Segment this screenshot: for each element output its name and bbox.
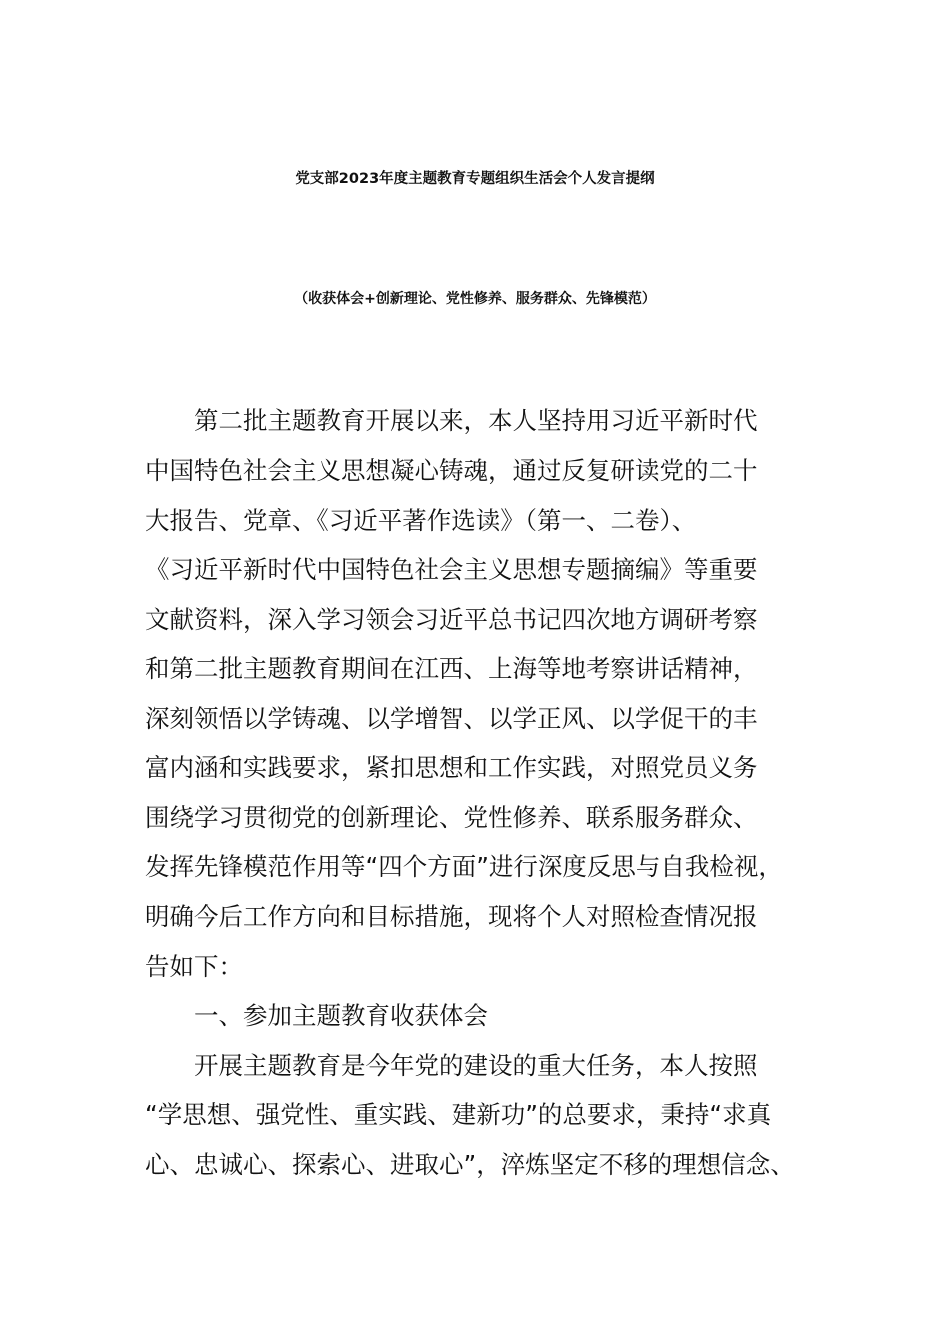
body-line: 和第二批主题教育期间在江西、上海等地考察讲话精神，	[145, 654, 758, 683]
body-line: 第二批主题教育开展以来，本人坚持用习近平新时代	[145, 406, 758, 435]
body-line: 文献资料，深入学习领会习近平总书记四次地方调研考察	[145, 605, 758, 634]
body-line: 深刻领悟以学铸魂、以学增智、以学正风、以学促干的丰	[145, 704, 758, 733]
body-line: 中国特色社会主义思想凝心铸魂，通过反复研读党的二十	[145, 456, 758, 485]
section-heading: 一、参加主题教育收获体会	[145, 1001, 488, 1030]
document-title: 党支部2023年度主题教育专题组织生活会个人发言提纲	[295, 171, 655, 187]
body-line: 《习近平新时代中国特色社会主义思想专题摘编》等重要	[145, 555, 758, 584]
document-subtitle: （收获体会+创新理论、党性修养、服务群众、先锋模范）	[294, 291, 656, 307]
body-line: 告如下：	[145, 952, 243, 981]
body-line: 明确今后工作方向和目标措施，现将个人对照检查情况报	[145, 902, 758, 931]
body-line: “学思想、强党性、重实践、建新功”的总要求，秉持“求真	[145, 1100, 772, 1129]
body-line: 发挥先锋模范作用等“四个方面”进行深度反思与自我检视，	[145, 852, 783, 881]
body-line: 心、忠诚心、探索心、进取心”，淬炼坚定不移的理想信念、	[145, 1150, 795, 1179]
body-line: 富内涵和实践要求，紧扣思想和工作实践，对照党员义务	[145, 753, 758, 782]
body-line: 围绕学习贯彻党的创新理论、党性修养、联系服务群众、	[145, 803, 758, 832]
body-line: 大报告、党章、《习近平著作选读》（第一、二卷）、	[145, 506, 697, 535]
body-line: 开展主题教育是今年党的建设的重大任务，本人按照	[145, 1051, 758, 1080]
